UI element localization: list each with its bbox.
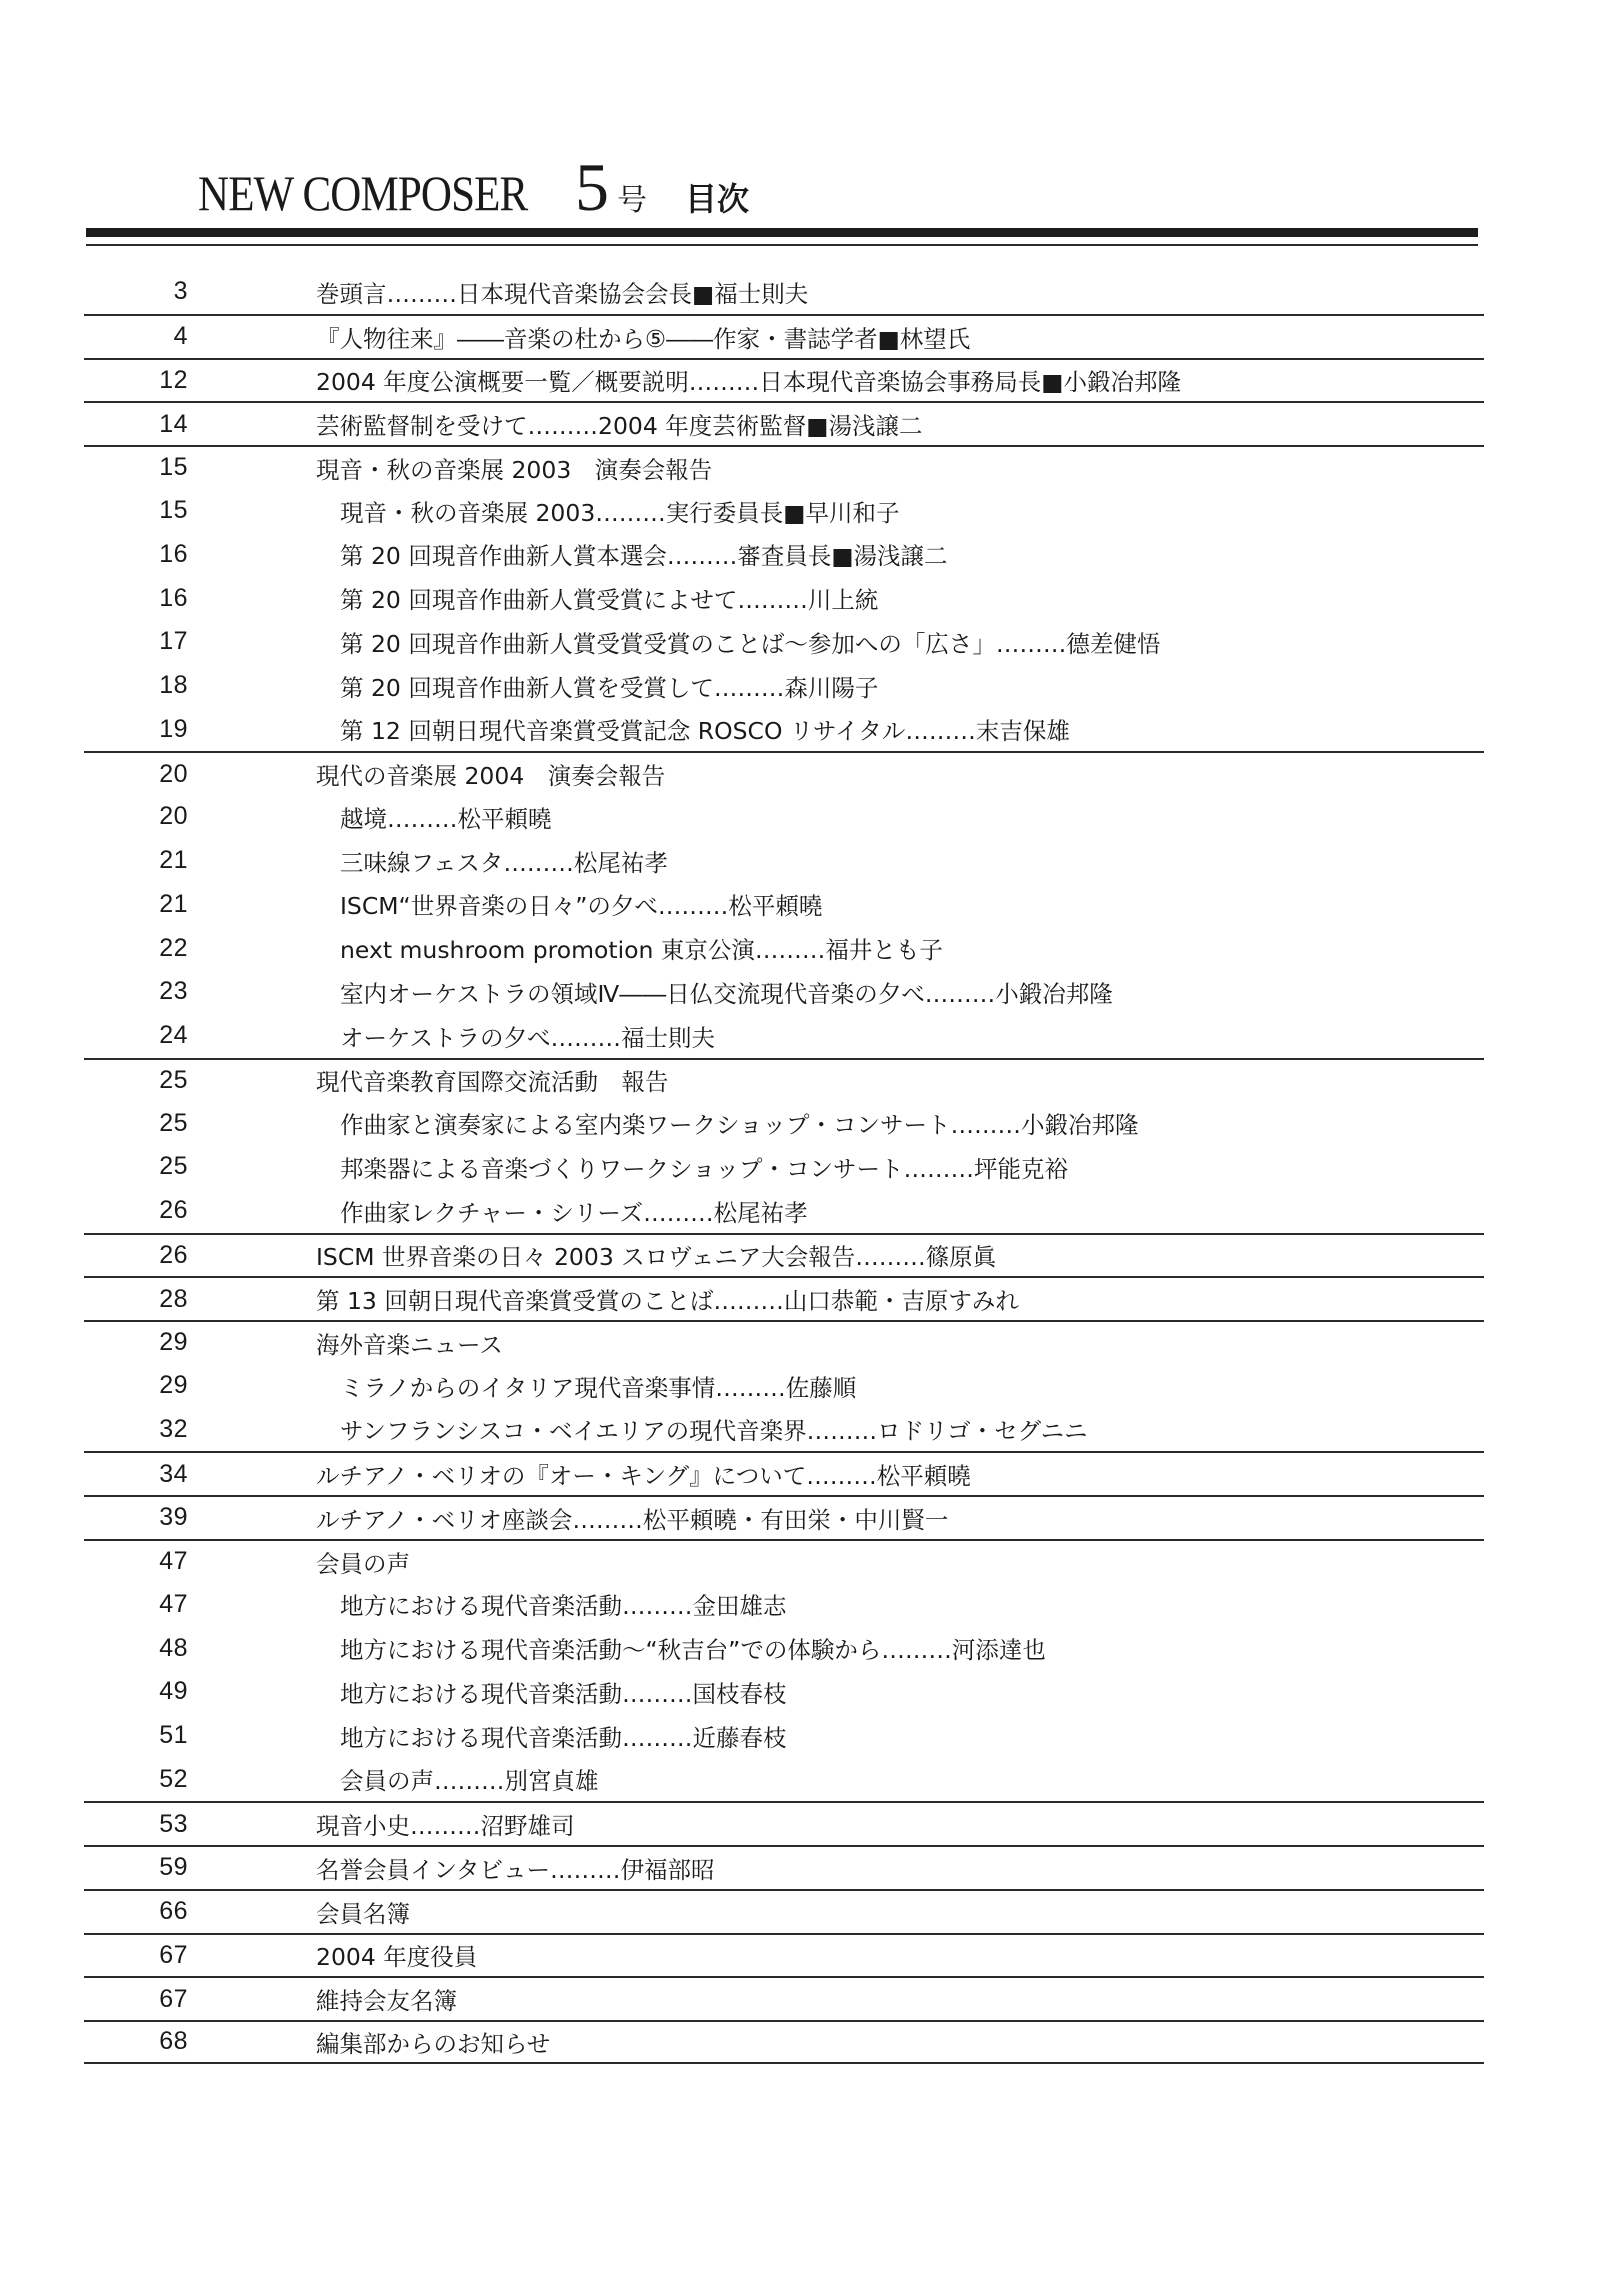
toc-page-number: 34	[159, 1459, 188, 1488]
toc-subentry-text: 第 20 回現音作曲新人賞を受賞して………森川陽子	[340, 673, 879, 702]
toc-page-number: 49	[159, 1677, 188, 1706]
toc-entry-text: ルチアノ・ベリオの『オー・キング』について………松平頼曉	[316, 1462, 971, 1491]
toc-page-number: 48	[159, 1633, 188, 1662]
toc-page-number: 16	[159, 539, 188, 568]
toc-page-number: 67	[159, 1984, 188, 2013]
magazine-title: NEW COMPOSER	[198, 165, 528, 221]
toc-subentry-text: ISCM“世界音楽の日々”の夕べ………松平頼曉	[340, 892, 823, 921]
toc-entry-text: 名誉会員インタビュー………伊福部昭	[316, 1855, 715, 1884]
toc-page-number: 29	[159, 1328, 188, 1357]
toc-entry-text: 第 13 回朝日現代音楽賞受賞のことば………山口恭範・吉原すみれ	[316, 1287, 1019, 1316]
toc-subentry-text: 第 20 回現音作曲新人賞受賞によせて………川上統	[340, 586, 879, 615]
toc-subentry-text: 地方における現代音楽活動………近藤春枝	[340, 1723, 787, 1752]
toc-entry-text: 海外音楽ニュース	[316, 1330, 503, 1359]
toc-entry	[84, 489, 1484, 533]
toc-page-number: 3	[173, 277, 188, 306]
toc-subentry-text: 地方における現代音楽活動～“秋吉台”での体験から………河添達也	[340, 1636, 1046, 1665]
toc-page-number: 23	[159, 977, 188, 1006]
toc-entry	[84, 1539, 1484, 1583]
toc-entry	[84, 1976, 1484, 2020]
toc-entry	[84, 1101, 1484, 1145]
toc-entry	[84, 1276, 1484, 1320]
toc-entry	[84, 1233, 1484, 1277]
toc-entry-text: 会員名簿	[316, 1899, 410, 1928]
toc-entry	[84, 926, 1484, 970]
contents-heading: 目次	[684, 180, 749, 218]
toc-entry-text: 編集部からのお知らせ	[316, 2029, 551, 2058]
toc-entry-text: 『人物往来』――音楽の杜から⑤――作家・書誌学者■林望氏	[316, 324, 971, 353]
toc-entry-text: 現音・秋の音楽展 2003 演奏会報告	[316, 455, 713, 484]
toc-entry	[84, 1408, 1484, 1452]
toc-page-number: 14	[159, 409, 188, 438]
toc-entry	[84, 1451, 1484, 1495]
toc-subentry-text: 会員の声………別宮貞雄	[340, 1767, 599, 1796]
toc-entry	[84, 445, 1484, 489]
toc-page-number: 20	[159, 759, 188, 788]
toc-entry-text: 現音小史………沼野雄司	[316, 1812, 575, 1841]
toc-entry	[84, 1320, 1484, 1364]
toc-page-number: 12	[159, 365, 188, 394]
toc-page-number: 22	[159, 933, 188, 962]
toc-page-number: 17	[159, 627, 188, 656]
toc-entry	[84, 620, 1484, 664]
toc-entry-text: 現代の音楽展 2004 演奏会報告	[316, 762, 666, 791]
toc-subentry-text: 室内オーケストラの領域Ⅳ――日仏交流現代音楽の夕べ………小鍛冶邦隆	[340, 979, 1113, 1008]
toc-page-number: 20	[159, 802, 188, 831]
toc-subentry-text: 作曲家と演奏家による室内楽ワークショップ・コンサート………小鍛冶邦隆	[340, 1111, 1139, 1140]
toc-subentry-text: 地方における現代音楽活動………国枝春枝	[340, 1679, 787, 1708]
toc-page-number: 47	[159, 1589, 188, 1618]
toc-subentry-text: 地方における現代音楽活動………金田雄志	[340, 1592, 787, 1621]
title-rule	[86, 228, 1478, 237]
toc-entry	[84, 1145, 1484, 1189]
toc-page-number: 16	[159, 583, 188, 612]
issue-suffix: 号	[616, 183, 647, 218]
toc-entry-text: ISCM 世界音楽の日々 2003 スロヴェニア大会報告………篠原眞	[316, 1243, 997, 1272]
toc-entry	[84, 314, 1484, 358]
page-title	[198, 148, 749, 228]
toc-subentry-text: next mushroom promotion 東京公演………福井とも子	[340, 936, 943, 965]
toc-subentry-text: 作曲家レクチャー・シリーズ………松尾祐孝	[340, 1198, 808, 1227]
toc-page-number: 15	[159, 453, 188, 482]
toc-page-number: 52	[159, 1764, 188, 1793]
toc-entry	[84, 1014, 1484, 1058]
toc-subentry-text: 越境………松平頼曉	[340, 804, 552, 833]
toc-page-number: 21	[159, 889, 188, 918]
issue-number: 5	[574, 149, 609, 225]
toc-entry	[84, 1889, 1484, 1933]
toc-page-number: 53	[159, 1809, 188, 1838]
toc-page-number: 25	[159, 1065, 188, 1094]
toc-entry	[84, 1714, 1484, 1758]
toc-entry-text: 会員の声	[316, 1549, 410, 1578]
toc-page-number: 21	[159, 846, 188, 875]
toc-page-number: 47	[159, 1547, 188, 1576]
toc-entry	[84, 358, 1484, 402]
toc-entry	[84, 839, 1484, 883]
toc-entry-text: ルチアノ・ベリオ座談会………松平頼曉・有田栄・中川賢一	[316, 1505, 949, 1534]
toc-entry	[84, 533, 1484, 577]
toc-subentry-text: サンフランシスコ・ベイエリアの現代音楽界………ロドリゴ・セグニニ	[340, 1417, 1088, 1446]
toc-page-number: 18	[159, 671, 188, 700]
toc-subentry-text: 第 12 回朝日現代音楽賞受賞記念 ROSCO リサイタル………末吉保雄	[340, 717, 1070, 746]
toc-entry	[84, 1933, 1484, 1977]
toc-entry	[84, 883, 1484, 927]
toc-entry	[84, 1758, 1484, 1802]
toc-page-number: 25	[159, 1108, 188, 1137]
toc-page-number: 51	[159, 1721, 188, 1750]
toc-entry	[84, 401, 1484, 445]
toc-entry	[84, 2020, 1484, 2064]
toc-subentry-text: 現音・秋の音楽展 2003………実行委員長■早川和子	[340, 498, 900, 527]
toc-entry-text: 現代音楽教育国際交流活動 報告	[316, 1068, 669, 1097]
toc-entry	[84, 1626, 1484, 1670]
table-top-rule	[86, 244, 1478, 246]
toc-entry	[84, 270, 1484, 314]
toc-page-number: 4	[173, 322, 188, 351]
toc-subentry-text: 第 20 回現音作曲新人賞本選会………審査員長■湯浅譲二	[340, 542, 948, 571]
toc-subentry-text: 第 20 回現音作曲新人賞受賞受賞のことば～参加への「広さ」………德差健悟	[340, 629, 1161, 658]
toc-entry-text: 維持会友名簿	[316, 1987, 457, 2016]
toc-page-number: 32	[159, 1414, 188, 1443]
toc-page-number: 26	[159, 1240, 188, 1269]
toc-subentry-text: 邦楽器による音楽づくりワークショップ・コンサート………坪能克裕	[340, 1154, 1069, 1183]
toc-entry	[84, 664, 1484, 708]
toc-entry	[84, 970, 1484, 1014]
table-of-contents	[84, 270, 1484, 2064]
toc-page-number: 67	[159, 1940, 188, 1969]
toc-entry	[84, 751, 1484, 795]
toc-page-number: 66	[159, 1897, 188, 1926]
toc-entry-text: 2004 年度役員	[316, 1943, 478, 1972]
toc-entry	[84, 795, 1484, 839]
toc-page-number: 59	[159, 1853, 188, 1882]
toc-page-number: 28	[159, 1284, 188, 1313]
toc-entry-text: 2004 年度公演概要一覧／概要説明………日本現代音楽協会事務局長■小鍛冶邦隆	[316, 368, 1181, 397]
toc-entry	[84, 1495, 1484, 1539]
toc-entry	[84, 708, 1484, 752]
toc-entry	[84, 1189, 1484, 1233]
toc-entry	[84, 1670, 1484, 1714]
toc-entry	[84, 1583, 1484, 1627]
toc-subentry-text: オーケストラの夕べ………福士則夫	[340, 1023, 716, 1052]
toc-entry	[84, 1801, 1484, 1845]
toc-entry	[84, 1845, 1484, 1889]
toc-subentry-text: 三味線フェスタ………松尾祐孝	[340, 848, 668, 877]
toc-page-number: 24	[159, 1021, 188, 1050]
toc-page-number: 39	[159, 1503, 188, 1532]
toc-entry-text: 巻頭言………日本現代音楽協会会長■福士則夫	[316, 279, 809, 308]
toc-page-number: 15	[159, 496, 188, 525]
toc-entry	[84, 1058, 1484, 1102]
toc-page-number: 68	[159, 2027, 188, 2056]
toc-entry	[84, 576, 1484, 620]
toc-page-number: 25	[159, 1152, 188, 1181]
toc-page-number: 19	[159, 714, 188, 743]
toc-entry	[84, 1364, 1484, 1408]
toc-page-number: 26	[159, 1196, 188, 1225]
toc-entry-text: 芸術監督制を受けて………2004 年度芸術監督■湯浅譲二	[316, 412, 923, 441]
toc-page-number: 29	[159, 1371, 188, 1400]
toc-subentry-text: ミラノからのイタリア現代音楽事情………佐藤順	[340, 1373, 857, 1402]
